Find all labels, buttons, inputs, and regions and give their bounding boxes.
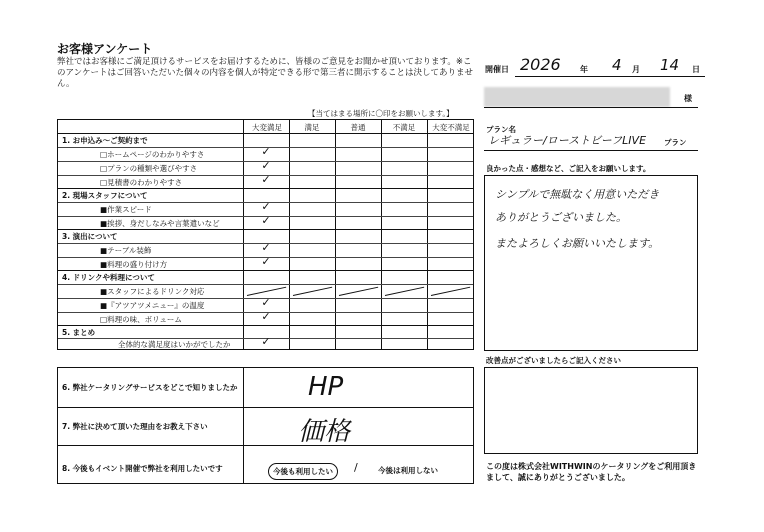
event-year: 2026 xyxy=(520,55,561,74)
strike-line xyxy=(293,287,332,296)
plan-underline xyxy=(484,150,698,151)
answer-6: HP xyxy=(308,372,344,402)
section-title: 5. まとめ xyxy=(62,328,96,337)
section-title: 3. 演出について xyxy=(62,232,118,241)
event-date-label: 開催日 xyxy=(485,65,509,74)
question-7: 7. 弊社に決めて頂いた理由をお教え下さい xyxy=(62,422,208,431)
survey-item: □プランの種類や選びやすさ xyxy=(100,164,198,173)
name-underline xyxy=(484,107,698,108)
survey-item: ■『アツアツメニュー』の温度 xyxy=(100,301,205,310)
survey-item: ■料理の盛り付け方 xyxy=(100,260,168,269)
improvement-label: 改善点がございましたらご記入ください xyxy=(486,356,621,365)
strike-line xyxy=(385,287,424,296)
checkmark: ✓ xyxy=(261,335,271,348)
section-title: 1. お申込み～ご契約まで xyxy=(62,136,148,145)
strike-line xyxy=(247,287,286,296)
instruction-note: 【当てはまる場所に〇印をお願いします。】 xyxy=(308,109,454,118)
survey-table xyxy=(57,119,474,350)
event-month: 4 xyxy=(612,56,622,74)
survey-item: ■テーブル装飾 xyxy=(100,246,152,255)
checkmark: ✓ xyxy=(261,296,271,309)
col-header-dissatisfied: 不満足 xyxy=(392,123,416,132)
date-underline xyxy=(515,76,705,77)
checkmark: ✓ xyxy=(261,255,271,268)
survey-item: ■挨拶、身だしなみや言葉遣いなど xyxy=(100,219,220,228)
plan-label: プラン名 xyxy=(486,125,516,134)
checkmark: ✓ xyxy=(261,310,271,323)
section-title: 2. 現場スタッフについて xyxy=(62,191,148,200)
option-stop[interactable]: 今後は利用しない xyxy=(378,466,438,475)
month-unit: 月 xyxy=(632,65,640,74)
survey-item: □ホームページのわかりやすさ xyxy=(100,150,205,159)
survey-item: ■作業スピード xyxy=(100,205,152,214)
comment-line: またよろしくお願いいたします。 xyxy=(495,237,660,250)
strike-line xyxy=(339,287,378,296)
section-title: 4. ドリンクや料理について xyxy=(62,273,155,282)
survey-item: 全体的な満足度はいかがでしたか xyxy=(118,340,231,349)
day-unit: 日 xyxy=(692,65,700,74)
checkmark: ✓ xyxy=(261,200,271,213)
question-8: 8. 今後もイベント開催で弊社を利用したいです xyxy=(62,464,223,473)
col-header-satisfied: 満足 xyxy=(304,123,320,132)
plan-suffix: プラン xyxy=(664,138,687,147)
good-points-box xyxy=(484,175,698,351)
good-points-label: 良かった点・感想など、ご記入をお願いします。 xyxy=(486,164,651,173)
col-header-neutral: 普通 xyxy=(350,123,366,132)
survey-item: □料理の味、ボリューム xyxy=(100,315,182,324)
col-header-very-dissatisfied: 大変不満足 xyxy=(432,123,470,132)
year-unit: 年 xyxy=(580,65,588,74)
option-separator: / xyxy=(354,461,358,474)
name-suffix: 様 xyxy=(684,94,692,103)
checkmark: ✓ xyxy=(261,173,271,186)
survey-item: □見積書のわかりやすさ xyxy=(100,178,183,187)
survey-item: ■スタッフによるドリンク対応 xyxy=(100,287,205,296)
form-title: お客様アンケート xyxy=(57,42,153,56)
event-day: 14 xyxy=(660,56,680,74)
col-header-very-satisfied: 大変満足 xyxy=(252,123,282,132)
footer-message: この度は株式会社WITHWINのケータリングをご利用頂きまして、誠にありがとうございました。 xyxy=(486,462,697,482)
comment-line: シンプルで無駄なく用意いただき xyxy=(495,188,660,201)
checkmark: ✓ xyxy=(261,241,271,254)
form-intro: 弊社ではお客様にご満足頂けるサービスをお届けするために、皆様のご意見をお聞かせ頂いております。※このアンケートはご回答いただいた個々の内容を個人が特定できる形で第三者に開示することは決してありません。 xyxy=(57,57,473,89)
comment-line: ありがとうございました。 xyxy=(495,211,627,224)
option-continue[interactable]: 今後も利用したい xyxy=(268,463,338,480)
checkmark: ✓ xyxy=(261,145,271,158)
strike-line xyxy=(431,287,470,296)
questions-box xyxy=(57,367,474,484)
checkmark: ✓ xyxy=(261,214,271,227)
checkmark: ✓ xyxy=(261,159,271,172)
redacted-name xyxy=(484,87,670,107)
plan-name: レギュラー/ローストビーフLIVE xyxy=(488,134,647,147)
question-6: 6. 弊社ケータリングサービスをどこで知りましたか xyxy=(62,383,238,392)
answer-7: 価格 xyxy=(298,417,351,447)
improvement-box xyxy=(484,367,698,454)
